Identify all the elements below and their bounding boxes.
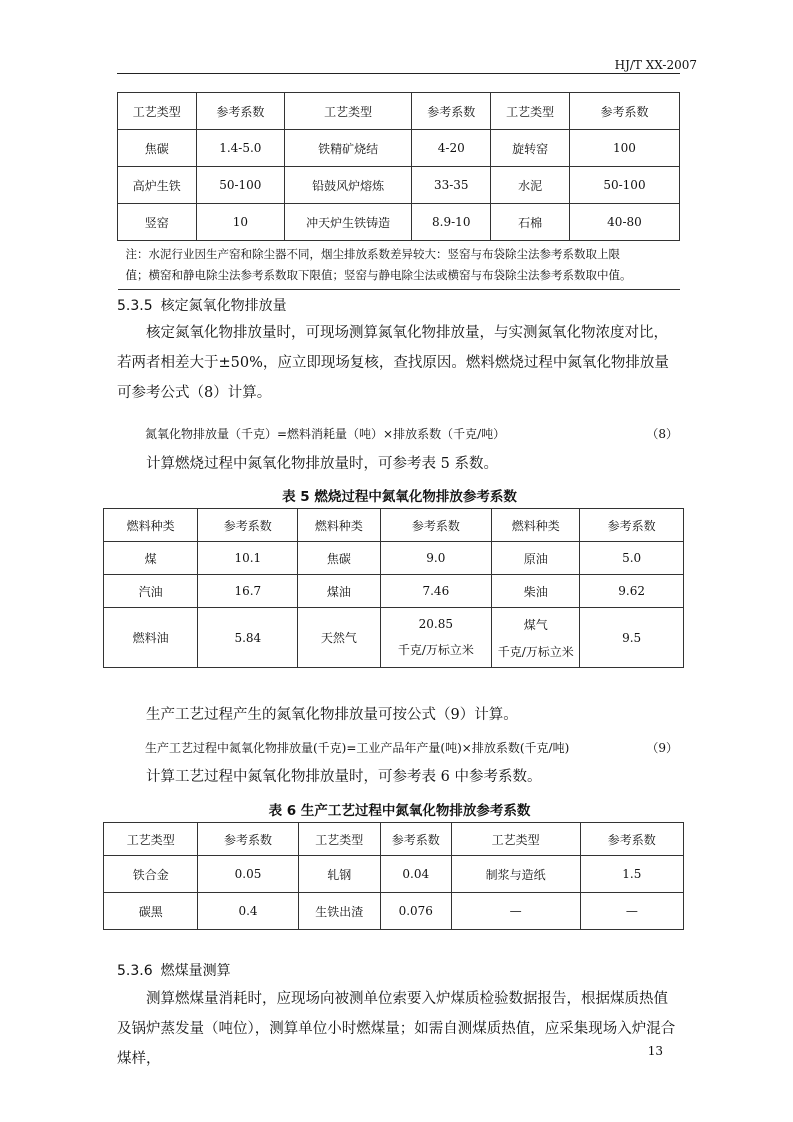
table-row (104, 575, 684, 608)
formula-8 (145, 425, 678, 442)
table-header-row (104, 509, 684, 542)
table-cell: 煤 (104, 542, 198, 575)
header-cell: 工艺类型 (118, 93, 197, 130)
table-cell: 0.076 (380, 893, 451, 930)
table-cell: 水泥 (491, 167, 570, 204)
table-cell: 轧钢 (298, 856, 380, 893)
table-cell: — (580, 893, 683, 930)
table-cell: 7.46 (380, 575, 492, 608)
formula-text: 生产工艺过程中氮氧化物排放量(千克)=工业产品年产量(吨)×排放系数(千克/吨) (145, 741, 570, 755)
table-cell: 8.9-10 (412, 204, 491, 241)
cell-unit: 千克/万标立米 (397, 643, 474, 657)
table-6 (103, 822, 684, 930)
table-header-row (118, 93, 680, 130)
table-cell (492, 608, 580, 668)
section-heading-5-3-5 (117, 295, 287, 315)
header-cell: 参考系数 (380, 509, 492, 542)
table-cell: 9.0 (380, 542, 492, 575)
header-cell: 参考系数 (198, 823, 298, 856)
table-note (118, 241, 680, 290)
table-cell: 高炉生铁 (118, 167, 197, 204)
document-code: HJ/T XX-2007 (614, 58, 697, 72)
cell-value: 煤气 (523, 617, 548, 632)
page-number: 13 (647, 1044, 663, 1058)
header-cell: 参考系数 (412, 93, 491, 130)
table-row (104, 608, 684, 668)
table-cell: 竖窑 (118, 204, 197, 241)
paragraph-table5-reference: 计算燃烧过程中氮氧化物排放量时，可参考表 5 系数。 (146, 456, 498, 472)
header-cell: 参考系数 (580, 823, 683, 856)
table-cell: 10.1 (198, 542, 298, 575)
table-row (118, 204, 680, 241)
table-cell: 100 (569, 130, 679, 167)
header-cell: 参考系数 (380, 823, 451, 856)
table-5 (103, 508, 684, 668)
table-cell: 煤油 (298, 575, 380, 608)
formula-number: （8） (646, 427, 678, 441)
table-cell: 10 (196, 204, 285, 241)
table-cell: 旋转窑 (491, 130, 570, 167)
table-cell: 50-100 (569, 167, 679, 204)
table-cell: 汽油 (104, 575, 198, 608)
header-cell: 工艺类型 (104, 823, 198, 856)
table-cell: 原油 (492, 542, 580, 575)
table-cell: 40-80 (569, 204, 679, 241)
table-cell: 9.5 (580, 608, 684, 668)
table-cell: 铁精矿烧结 (285, 130, 412, 167)
table-cell: 5.0 (580, 542, 684, 575)
table-cell: 铅鼓风炉熔炼 (285, 167, 412, 204)
table-cell: 燃料油 (104, 608, 198, 668)
formula-text: 氮氧化物排放量（千克）=燃料消耗量（吨）×排放系数（千克/吨） (145, 427, 506, 441)
section-title: 燃煤量测算 (160, 963, 231, 979)
header-cell: 燃料种类 (492, 509, 580, 542)
table-row (118, 167, 680, 204)
header-cell: 工艺类型 (285, 93, 412, 130)
table-cell: 碳黑 (104, 893, 198, 930)
table-cell: 50-100 (196, 167, 285, 204)
table-row (118, 130, 680, 167)
cell-unit: 千克/万标立米 (497, 644, 574, 659)
table-cell: 4-20 (412, 130, 491, 167)
header-cell: 参考系数 (569, 93, 679, 130)
table-cell: 柴油 (492, 575, 580, 608)
table-cell: 0.4 (198, 893, 298, 930)
table-row (104, 542, 684, 575)
table-cell: 16.7 (198, 575, 298, 608)
table-cell: 1.5 (580, 856, 683, 893)
table-cell: 5.84 (198, 608, 298, 668)
header-cell: 参考系数 (198, 509, 298, 542)
header-cell: 工艺类型 (298, 823, 380, 856)
section-title: 核定氮氧化物排放量 (160, 298, 287, 314)
table-cell: 铁合金 (104, 856, 198, 893)
header-cell: 工艺类型 (491, 93, 570, 130)
table-cell: 焦碳 (118, 130, 197, 167)
table-cell: 石棉 (491, 204, 570, 241)
table-4-continued (117, 92, 680, 290)
paragraph-nox-verification: 核定氮氧化物排放量时，可现场测算氮氧化物排放量，与实测氮氧化物浓度对比，若两者相差大于±50%，应立即现场复核，查找原因。燃料燃烧过程中氮氧化物排放量可参考公式（8）计算。 (117, 325, 669, 401)
table-cell (380, 608, 492, 668)
header-cell: 工艺类型 (451, 823, 580, 856)
table-note-line: 注：水泥行业因生产窑和除尘器不同，烟尘排放系数差异较大：竖窑与布袋除尘法参考系数取上限 (125, 247, 620, 261)
formula-number: （9） (646, 741, 678, 755)
table-note-row (118, 241, 680, 290)
header-cell: 燃料种类 (298, 509, 380, 542)
table-cell: 焦碳 (298, 542, 380, 575)
cell-value: 20.85 (418, 617, 454, 631)
table-header-row (104, 823, 684, 856)
paragraph-process-nox: 生产工艺过程产生的氮氧化物排放量可按公式（9）计算。 (146, 707, 518, 723)
table-5-caption: 表 5 燃烧过程中氮氧化物排放参考系数 (282, 489, 517, 505)
table-cell: — (451, 893, 580, 930)
table-row (104, 893, 684, 930)
header-cell: 参考系数 (196, 93, 285, 130)
section-heading-5-3-6 (117, 960, 231, 980)
header-cell: 参考系数 (580, 509, 684, 542)
section-number: 5.3.5 (117, 298, 153, 314)
table-row (104, 856, 684, 893)
table-cell: 0.04 (380, 856, 451, 893)
table-cell: 冲天炉生铁铸造 (285, 204, 412, 241)
table-note-line: 值；横窑和静电除尘法参考系数取下限值；竖窑与静电除尘法或横窑与布袋除尘法参考系数取中值。 (125, 268, 632, 282)
section-number: 5.3.6 (117, 963, 153, 979)
header-cell: 燃料种类 (104, 509, 198, 542)
formula-9 (145, 739, 678, 756)
table-6-caption: 表 6 生产工艺过程中氮氧化物排放参考系数 (268, 803, 531, 819)
table-cell: 0.05 (198, 856, 298, 893)
table-cell: 33-35 (412, 167, 491, 204)
paragraph-table6-reference: 计算工艺过程中氮氧化物排放量时，可参考表 6 中参考系数。 (146, 769, 542, 785)
table-cell: 制浆与造纸 (451, 856, 580, 893)
table-cell: 天然气 (298, 608, 380, 668)
header-rule (117, 73, 680, 74)
table-cell: 1.4-5.0 (196, 130, 285, 167)
table-cell: 生铁出渣 (298, 893, 380, 930)
table-cell: 9.62 (580, 575, 684, 608)
paragraph-coal-consumption: 测算燃煤量消耗时，应现场向被测单位索要入炉煤质检验数据报告，根据煤质热值及锅炉蒸发量（吨位），测算单位小时燃煤量；如需自测煤质热值，应采集现场入炉混合煤样， (117, 991, 676, 1067)
